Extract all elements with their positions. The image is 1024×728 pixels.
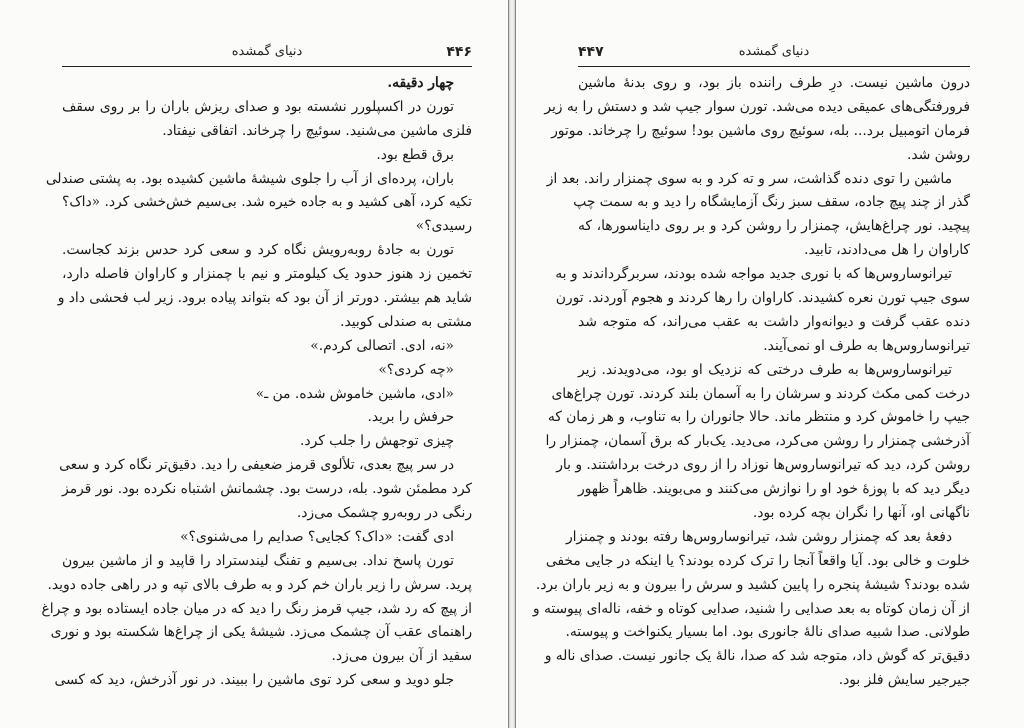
- text-line: تورن پاسخ نداد. بی‌سیم و تفنگ لیندستراد را قاپید و از ماشین بیرون: [62, 552, 454, 569]
- text-line: جیرجیر سایش فلز بود.: [838, 672, 970, 689]
- text-line: پیچید. نور چراغ‌هایش، چمنزار را روشن کرد و بر روی دایناسورها، که: [578, 218, 970, 235]
- page-number: ۴۴۶: [446, 44, 472, 60]
- text-line: سفید از آن بیرون می‌زد.: [331, 648, 472, 665]
- running-title: دنیای گمشده: [738, 44, 810, 59]
- text-line: شاید هم بیشتر. دورتر از آن بود که بتواند پیاده برود. زیر لب فحشی داد و: [57, 290, 472, 307]
- text-line: چیزی توجهش را جلب کرد.: [300, 433, 454, 450]
- text-line: از پیچ که رد شد، جیپ قرمز رنگ را دید که در میان جاده ایستاده بود و چراغ: [41, 600, 472, 617]
- text-line: باران، پرده‌ای از آب را جلوی شیشهٔ ماشین کشیده بود. به پشتی صندلی: [45, 170, 454, 187]
- right-page-text: [532, 72, 970, 693]
- left-page: [0, 0, 508, 728]
- text-line: طولانی. صدا شبیه صدای نالهٔ جانوری بود. اما بسیار یکنواخت و پیوسته.: [565, 624, 970, 641]
- text-line: برق قطع بود.: [376, 146, 454, 163]
- page-number: ۴۴۷: [578, 44, 604, 60]
- text-line: دقیق‌تر که گوش داد، متوجه شد که صدا، نالهٔ یک جانور نیست. صدای ناله و: [544, 648, 970, 665]
- text-line: گذر از چند پیچ جاده، سقف سبز رنگ آزمایشگاه را دید و به سمت چپ: [573, 194, 970, 211]
- text-line: جیپ را خاموش کرد و منتظر ماند. حالا جانوران را به تناوب، و هر زمان که: [547, 409, 970, 426]
- text-line: تیرانوساروس‌ها به طرف درختی که نزدیک او بود، می‌دویدند. زیر: [578, 361, 952, 378]
- text-line: تخمین زد هنوز حدود یک کیلومتر و نیم با چمنزار و کاراوان فاصله دارد،: [62, 266, 472, 283]
- text-line: روشن شد.: [907, 146, 970, 163]
- text-line: تورن به جادهٔ روبه‌رویش نگاه کرد و سعی کرد حدس بزند کجاست.: [62, 242, 454, 259]
- text-line: تیرانوساروس‌ها که با نوری جدید مواجه شده بودند، سربرگرداندند و به: [555, 266, 952, 283]
- text-line: ناگهانی او، آنها را نگران بچه کرده بود.: [752, 505, 970, 522]
- right-page: [516, 0, 1024, 728]
- page-edge: [508, 0, 509, 728]
- text-line: رنگی در روبه‌رو چشمک می‌زد.: [296, 505, 472, 522]
- text-line: ماشین را توی دنده گذاشت، سر و ته کرد و به سوی چمنزار راند. بعد از: [546, 170, 952, 187]
- text-line: ادی گفت: «داک؟ کجایی؟ صدایم را می‌شنوی؟»: [180, 528, 454, 545]
- text-line: «چه کردی؟»: [378, 361, 454, 378]
- text-line: فلزی ماشین می‌شنید. سوئیچ را چرخاند. اتفاقی نیفتاد.: [162, 122, 472, 139]
- text-line: شده بودند؟ شیشهٔ پنجره را پایین کشید و سرش را بیرون و به زیر باران برد.: [535, 576, 970, 593]
- text-line: دفعهٔ بعد که چمنزار روشن شد، تیرانوساروس‌ها رفته بودند و چمنزار: [565, 528, 952, 545]
- text-line: راهنمای عقب آن چشمک می‌زد. شیشهٔ یکی از چراغ‌ها شکسته بود و نوری: [50, 624, 472, 641]
- text-line: از آن زمان کوتاه به بعد صدایی را شنید، صدایی کوتاه و خفه، ناله‌ای پیوسته و: [532, 600, 970, 617]
- left-page-header: [62, 40, 472, 67]
- text-line: تورن در اکسپلورر نشسته بود و صدای ریزش باران را بر روی سقف: [62, 98, 454, 115]
- text-line: تیرانوساروس‌ها به طرف او نمی‌آیند.: [763, 337, 970, 354]
- text-line: فرمان اتومبیل برد... بله، سوئیچ روی ماشین بود! سوئیچ را چرخاند. موتور: [551, 122, 970, 139]
- text-line: درخت کمی مکث کردند و سرشان را به آسمان بلند کردند. تورن چراغ‌های: [551, 385, 970, 402]
- text-line: رسیدی؟»: [415, 218, 472, 235]
- text-line: فرورفتگی‌های عمیقی دیده می‌شد. تورن سوار جیپ شد و دستش را به زیر: [544, 98, 970, 115]
- text-line: درون ماشین نیست. درِ طرف راننده باز بود، و روی بدنهٔ ماشین: [578, 75, 970, 91]
- text-line: مشتی به صندلی کوبید.: [340, 313, 472, 330]
- running-title: دنیای گمشده: [231, 44, 303, 59]
- text-line: چهار دقیقه.: [387, 75, 454, 91]
- left-page-text: [41, 72, 472, 693]
- text-line: روشن کرد، دید که تیرانوساروس‌ها نوزاد را از روی درخت برداشتند. و بار: [556, 457, 970, 474]
- text-line: تکیه کرد، آهی کشید و به جاده خیره شد. بی‌سیم خش‌خشی کرد. «داک؟: [62, 194, 472, 211]
- right-page-header: [578, 40, 970, 67]
- text-line: در سر پیچ بعدی، تلألوی قرمز ضعیفی را دید. دقیق‌تر نگاه کرد و سعی: [59, 457, 454, 474]
- text-line: حرفش را برید.: [367, 409, 454, 426]
- text-line: دیگر دید که با پوزهٔ خود او را نوازش می‌کنند و می‌بویند. ظاهراً ظهور: [578, 481, 970, 498]
- text-line: جلو دوید و سعی کرد توی ماشین را ببیند. در نور آذرخش، دید که کسی: [54, 672, 454, 689]
- text-line: کرد مطمئن شود. بله، درست بود. چشمانش اشتباه نکرده بود. نور قرمز: [62, 481, 472, 498]
- text-line: «ادی، ماشین خاموش شده. من ـ»: [255, 385, 454, 402]
- text-line: پرید. سرش را زیر باران خم کرد و به طرف بالای تپه و در راهی جاده دوید.: [47, 576, 472, 593]
- text-line: کاراوان را هل می‌دادند، تابید.: [804, 242, 970, 259]
- text-line: دنده عقب گرفت و دیوانه‌وار داشت به عقب می‌راند، که متوجه شد: [578, 313, 970, 330]
- text-line: «نه، ادی. اتصالی کردم.»: [310, 337, 454, 354]
- text-line: خلوت و خالی بود. آیا واقعاً آنجا را ترک کرده بودند؟ یا اینکه در جایی مخفی: [545, 552, 970, 569]
- text-line: سوی جیپ تورن نعره کشیدند. کاراوان را رها کردند و هجوم آوردند. تورن: [555, 290, 970, 307]
- text-line: آذرخشی چمنزار را روشن می‌کرد، می‌دید. یک‌بار که برق آسمان، چمنزار را: [545, 433, 970, 450]
